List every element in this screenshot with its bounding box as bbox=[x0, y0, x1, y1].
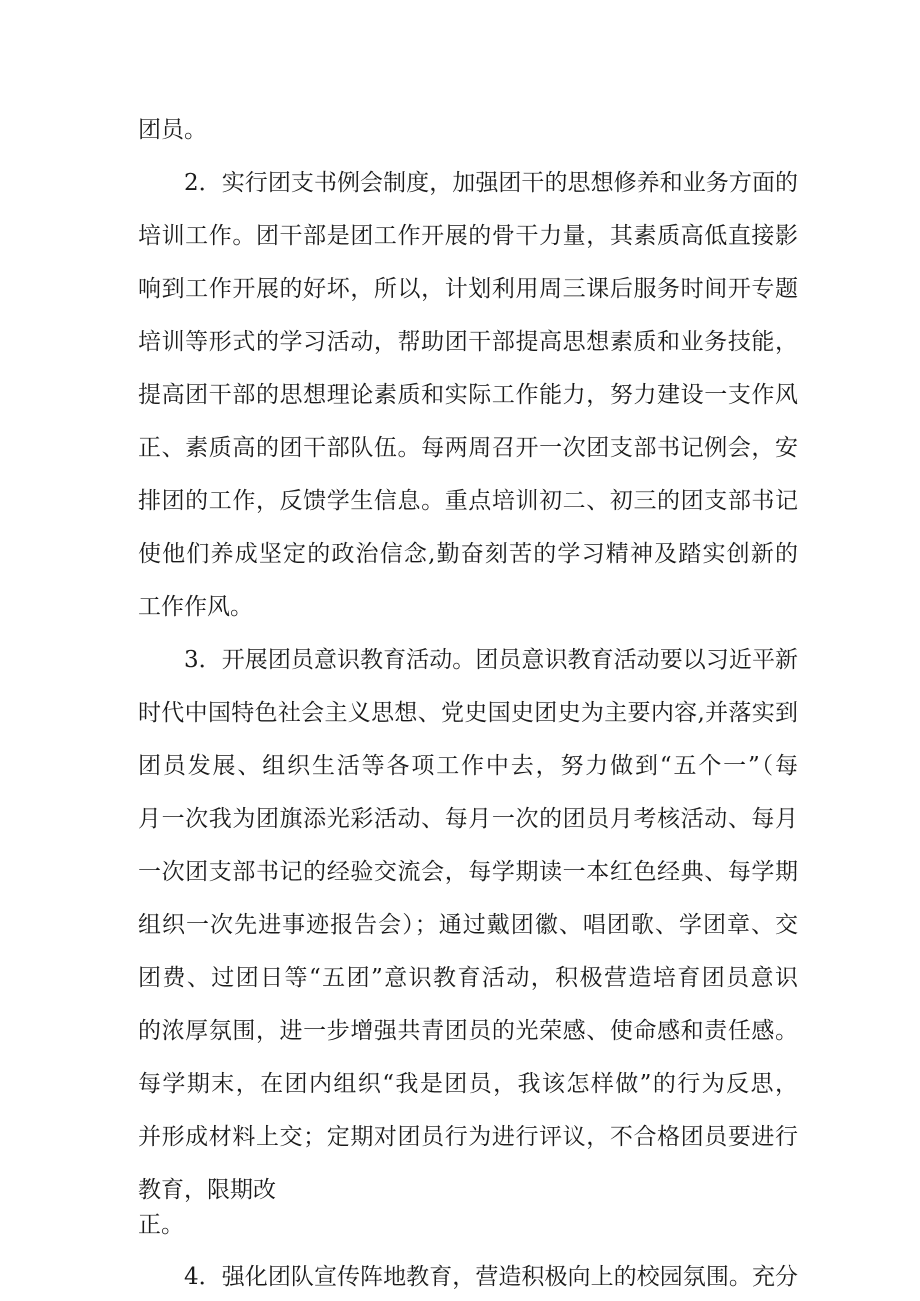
paragraph-2-heading-line: 2．实行团支书例会制度，加强团干的思想修养和业务方面的 bbox=[184, 170, 798, 196]
text-line: 一次团支部书记的经验交流会，每学期读一本红色经典、每学期 bbox=[138, 859, 798, 885]
text-line: 教育，限期改 bbox=[138, 1177, 276, 1203]
text-line: 团员发展、组织生活等各项工作中去，努力做到“五个一”（每 bbox=[138, 753, 798, 779]
text-line: 培训等形式的学习活动，帮助团干部提高思想素质和业务技能， bbox=[138, 329, 798, 355]
text-line: 提高团干部的思想理论素质和实际工作能力，努力建设一支作风 bbox=[138, 382, 798, 408]
text-line: 培训工作。团干部是团工作开展的骨干力量，其素质高低直接影 bbox=[138, 223, 798, 249]
text-line: 团员。 bbox=[138, 117, 207, 143]
text-line: 响到工作开展的好坏，所以，计划利用周三课后服务时间开专题 bbox=[138, 276, 798, 302]
text-line: 团费、过团日等“五团”意识教育活动，积极营造培育团员意识 bbox=[138, 965, 798, 991]
text-line: 工作作风。 bbox=[138, 594, 253, 620]
text-line: 时代中国特色社会主义思想、党史国史团史为主要内容,并落实到 bbox=[138, 700, 798, 726]
text-line: 月一次我为团旗添光彩活动、每月一次的团员月考核活动、每月 bbox=[138, 806, 798, 832]
text-line: 使他们养成坚定的政治信念,勤奋刻苦的学习精神及踏实创新的 bbox=[138, 541, 798, 567]
paragraph-4-heading-line: 4．强化团队宣传阵地教育，营造积极向上的校园氛围。充分 bbox=[184, 1264, 798, 1290]
text-line: 的浓厚氛围，进一步增强共青团员的光荣感、使命感和责任感。 bbox=[138, 1018, 798, 1044]
text-line: 组织一次先进事迹报告会）；通过戴团徽、唱团歌、学团章、交 bbox=[138, 912, 798, 938]
text-line: 并形成材料上交；定期对团员行为进行评议，不合格团员要进行 bbox=[138, 1124, 798, 1150]
text-line: 每学期末，在团内组织“我是团员，我该怎样做”的行为反思， bbox=[138, 1071, 798, 1097]
text-line: 正。 bbox=[138, 1212, 184, 1238]
text-line: 排团的工作，反馈学生信息。重点培训初二、初三的团支部书记 bbox=[138, 488, 798, 514]
paragraph-3-heading-line: 3．开展团员意识教育活动。团员意识教育活动要以习近平新 bbox=[184, 647, 798, 673]
text-line: 正、素质高的团干部队伍。每两周召开一次团支部书记例会，安 bbox=[138, 435, 798, 461]
